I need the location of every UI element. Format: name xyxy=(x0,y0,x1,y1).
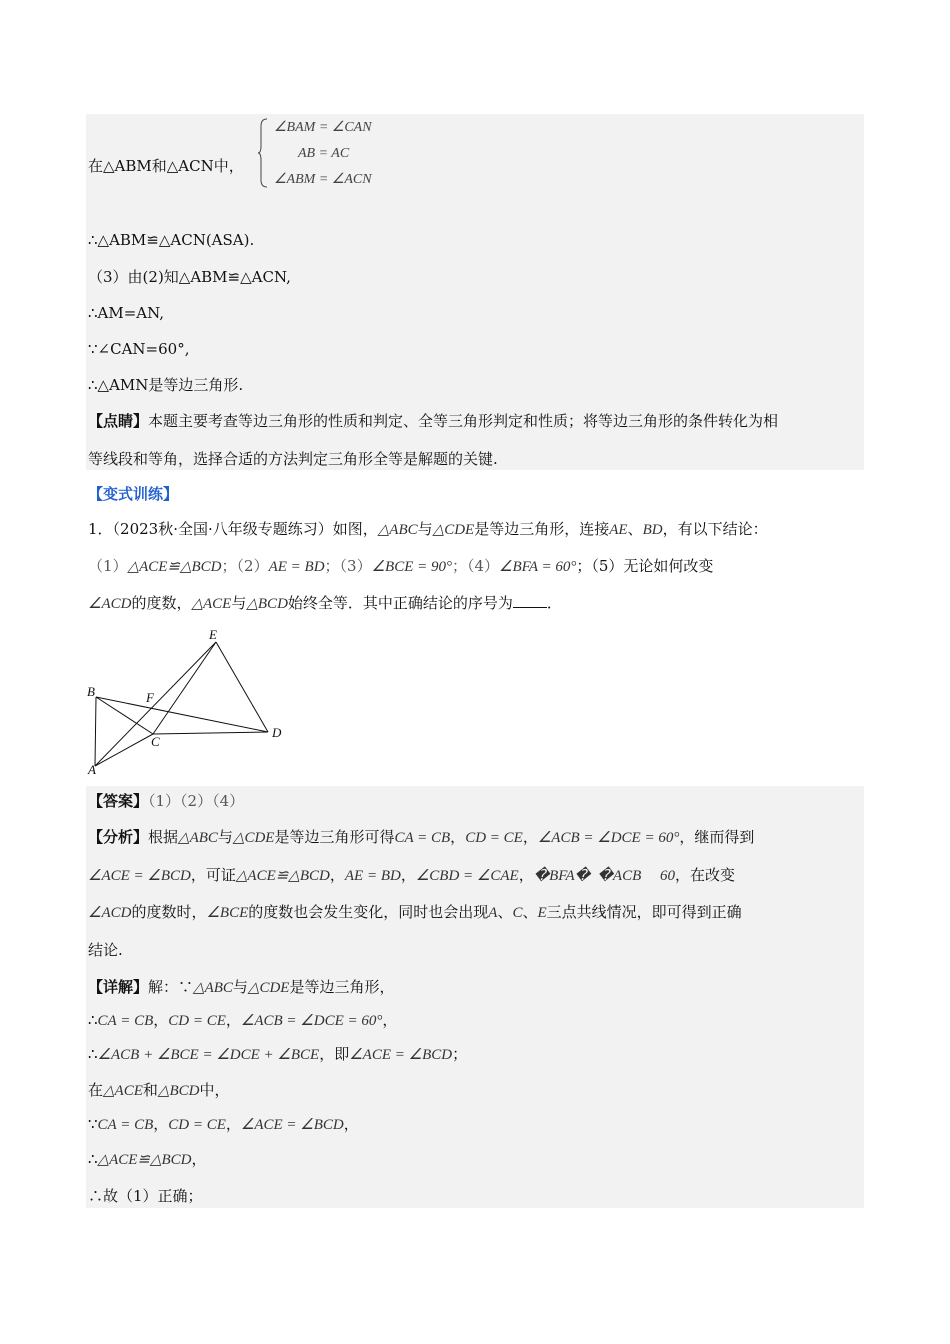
detail-line-7: ∴故（1）正确； xyxy=(88,1187,203,1205)
question-with-2: 与 xyxy=(231,594,247,612)
detail-sep: ， xyxy=(153,1115,169,1133)
detail-line-1 xyxy=(88,977,394,998)
analysis-congruent: △ACE≌△BCD xyxy=(235,868,330,884)
detail-congruent: △ACE≌△BCD xyxy=(97,1152,192,1168)
analysis-line-4: 结论. xyxy=(88,941,123,959)
question-end-2: ． xyxy=(546,594,562,612)
question-sep: 、 xyxy=(627,520,643,538)
detail-eq-ace-bcd: ∠ACE = ∠BCD xyxy=(349,1047,453,1063)
analysis-text-4: 的度数也会发生变化，同时也会出现 xyxy=(248,903,489,921)
question-ace: △ACE xyxy=(191,596,232,612)
system-brace xyxy=(258,118,268,188)
question-abc: △ABC xyxy=(377,522,418,538)
detail-cde: △CDE xyxy=(247,980,290,996)
detail-text-3: ，即 xyxy=(319,1045,350,1063)
choice-3: ∠BCE = 90° xyxy=(371,559,452,575)
question-line-1 xyxy=(88,519,768,540)
analysis-end-1: ，继而得到 xyxy=(679,828,755,846)
choice-1-label: （1） xyxy=(88,557,128,575)
analysis-line-2 xyxy=(88,865,735,886)
question-text-1: 的度数， xyxy=(131,594,192,612)
proof-am-an: ∴AM=AN, xyxy=(88,304,165,322)
analysis-point-c: C xyxy=(512,905,523,921)
therefore-symbol: ∴ xyxy=(88,1045,98,1063)
therefore-symbol: ∴ xyxy=(88,1011,98,1029)
analysis-sep: ， xyxy=(518,866,534,884)
choice-1: △ACE≌△BCD xyxy=(127,559,222,575)
answer-value: （1）（2）（4） xyxy=(148,792,245,810)
analysis-angle-acd: ∠ACD xyxy=(88,905,132,921)
label-c: C xyxy=(151,734,160,749)
label-f: F xyxy=(146,690,154,705)
analysis-sep: 、 xyxy=(497,903,513,921)
analysis-line-1 xyxy=(88,827,754,848)
comment-text-1: 本题主要考查等边三角形的性质和判定、全等三角形判定和性质；将等边三角形的条件转化为相 xyxy=(148,412,779,430)
question-bd: BD xyxy=(642,522,663,538)
question-prefix: 1．（2023秋·全国·八年级专题练习）如图， xyxy=(88,520,378,538)
segment-bd xyxy=(96,697,268,732)
detail-text-1: 解：∵ xyxy=(148,978,194,996)
question-line-3 xyxy=(88,593,562,614)
analysis-sep: ， xyxy=(450,828,466,846)
analysis-eq-ca-cb: CA = CB xyxy=(394,830,451,846)
analysis-eq-ace-bcd: ∠ACE = ∠BCD xyxy=(88,868,191,884)
detail-end-3: ； xyxy=(452,1045,468,1063)
question-bcd: △BCD xyxy=(246,596,288,612)
label-a: A xyxy=(88,762,96,777)
label-e: E xyxy=(209,627,217,642)
geometry-figure xyxy=(80,622,300,782)
choice-4-sep: ；（5）无论如何改变 xyxy=(576,557,714,575)
question-cde: △CDE xyxy=(432,522,475,538)
segment-cd xyxy=(153,732,268,734)
question-text-2: 始终全等．其中正确结论的序号为 xyxy=(287,594,513,612)
detail-sep: ， xyxy=(153,1011,169,1029)
detail-bcd: △BCD xyxy=(157,1083,200,1099)
analysis-with: 与 xyxy=(217,828,233,846)
comment-line-1 xyxy=(88,411,778,431)
proof-part3: （3）由(2)知△ABM≌△ACN, xyxy=(88,268,291,286)
detail-eq-cd-ce: CD = CE xyxy=(168,1117,226,1133)
detail-text-4: 在 xyxy=(88,1081,104,1099)
detail-end-6: ， xyxy=(191,1150,207,1168)
analysis-eq-cbd-cae: ∠CBD = ∠CAE xyxy=(415,868,519,884)
choice-4: ∠BFA = 60° xyxy=(499,559,577,575)
analysis-angle-bce: ∠BCE xyxy=(206,905,249,921)
analysis-cde: △CDE xyxy=(232,830,275,846)
analysis-text-1: 根据 xyxy=(148,828,179,846)
detail-ace: △ACE xyxy=(103,1083,143,1099)
analysis-line-3 xyxy=(88,902,742,923)
detail-eq-sum: ∠ACB + ∠BCE = ∠DCE + ∠BCE xyxy=(97,1047,320,1063)
analysis-point-e: E xyxy=(537,905,547,921)
detail-and: 和 xyxy=(142,1081,158,1099)
proof-intro: 在△ABM和△ACN中， xyxy=(88,157,244,175)
analysis-eq-ae-bd: AE = BD xyxy=(344,868,401,884)
analysis-label: 【分析】 xyxy=(88,828,149,846)
analysis-text-3: 的度数时， xyxy=(131,903,207,921)
proof-conclusion: ∴△ABM≌△ACN(ASA). xyxy=(88,231,255,249)
answer-blank xyxy=(513,593,547,608)
detail-line-6 xyxy=(88,1149,207,1170)
analysis-sep: ， xyxy=(522,828,538,846)
analysis-sep: ， xyxy=(400,866,416,884)
analysis-abc: △ABC xyxy=(178,830,218,846)
analysis-eq-angles: ∠ACB = ∠DCE = 60° xyxy=(537,830,680,846)
choice-2-sep: ；（3） xyxy=(324,557,372,575)
detail-abc: △ABC xyxy=(193,980,233,996)
system-equation-1: ∠BAM = ∠CAN xyxy=(274,120,372,135)
label-d: D xyxy=(272,725,282,740)
analysis-point-a: A xyxy=(488,905,498,921)
analysis-eq-garbled: �BFA� �ACB 60 xyxy=(533,868,675,884)
analysis-end-2: ，在改变 xyxy=(675,866,736,884)
segment-ac xyxy=(95,734,153,766)
proof-equilateral: ∴△AMN是等边三角形. xyxy=(88,376,244,394)
detail-sep: ， xyxy=(225,1011,241,1029)
analysis-mid: 是等边三角形可得 xyxy=(274,828,395,846)
question-ae: AE xyxy=(609,522,628,538)
question-angle-acd: ∠ACD xyxy=(88,596,132,612)
comment-label: 【点睛】 xyxy=(88,412,149,430)
detail-end-4: 中， xyxy=(199,1081,230,1099)
question-with: 与 xyxy=(417,520,433,538)
choice-3-sep: ；（4） xyxy=(451,557,500,575)
label-b: B xyxy=(87,684,95,699)
answer-label: 【答案】 xyxy=(88,792,149,810)
detail-line-4 xyxy=(88,1080,229,1101)
choice-1-sep: ；（2） xyxy=(221,557,269,575)
detail-sep: ， xyxy=(225,1115,241,1133)
detail-eq-ca-cb: CA = CB xyxy=(97,1117,154,1133)
therefore-symbol: ∴ xyxy=(88,1150,98,1168)
question-line-2 xyxy=(88,556,713,577)
detail-end-1: 是等边三角形， xyxy=(289,978,395,996)
segment-ce xyxy=(153,642,216,734)
detail-label: 【详解】 xyxy=(88,978,149,996)
system-equation-3: ∠ABM = ∠ACN xyxy=(274,172,372,187)
detail-line-3 xyxy=(88,1044,467,1065)
answer-line xyxy=(88,791,244,811)
analysis-text-2: ，可证 xyxy=(190,866,236,884)
detail-eq-cd-ce: CD = CE xyxy=(168,1013,226,1029)
detail-end-5: ， xyxy=(343,1115,359,1133)
variant-heading: 【变式训练】 xyxy=(88,485,179,503)
detail-line-5 xyxy=(88,1114,359,1135)
detail-with: 与 xyxy=(232,978,248,996)
detail-eq-angles: ∠ACB = ∠DCE = 60° xyxy=(240,1013,383,1029)
question-end: ，有以下结论： xyxy=(662,520,768,538)
system-equation-2: AB = AC xyxy=(298,146,350,161)
segment-ba xyxy=(95,697,96,766)
detail-line-2 xyxy=(88,1010,397,1031)
proof-angle-can: ∵∠CAN=60°, xyxy=(88,340,190,358)
analysis-sep: ， xyxy=(329,866,345,884)
detail-eq-ace-bcd: ∠ACE = ∠BCD xyxy=(240,1117,344,1133)
segment-ed xyxy=(216,642,268,732)
because-symbol: ∵ xyxy=(88,1115,98,1133)
detail-eq-ca-cb: CA = CB xyxy=(97,1013,154,1029)
choice-2: AE = BD xyxy=(268,559,325,575)
question-mid: 是等边三角形，连接 xyxy=(474,520,610,538)
comment-line-2: 等线段和等角，选择合适的方法判定三角形全等是解题的关键. xyxy=(88,450,498,468)
analysis-sep: 、 xyxy=(522,903,538,921)
analysis-end-3: 三点共线情况，即可得到正确 xyxy=(546,903,742,921)
analysis-eq-cd-ce: CD = CE xyxy=(465,830,523,846)
detail-end-2: ， xyxy=(382,1011,398,1029)
